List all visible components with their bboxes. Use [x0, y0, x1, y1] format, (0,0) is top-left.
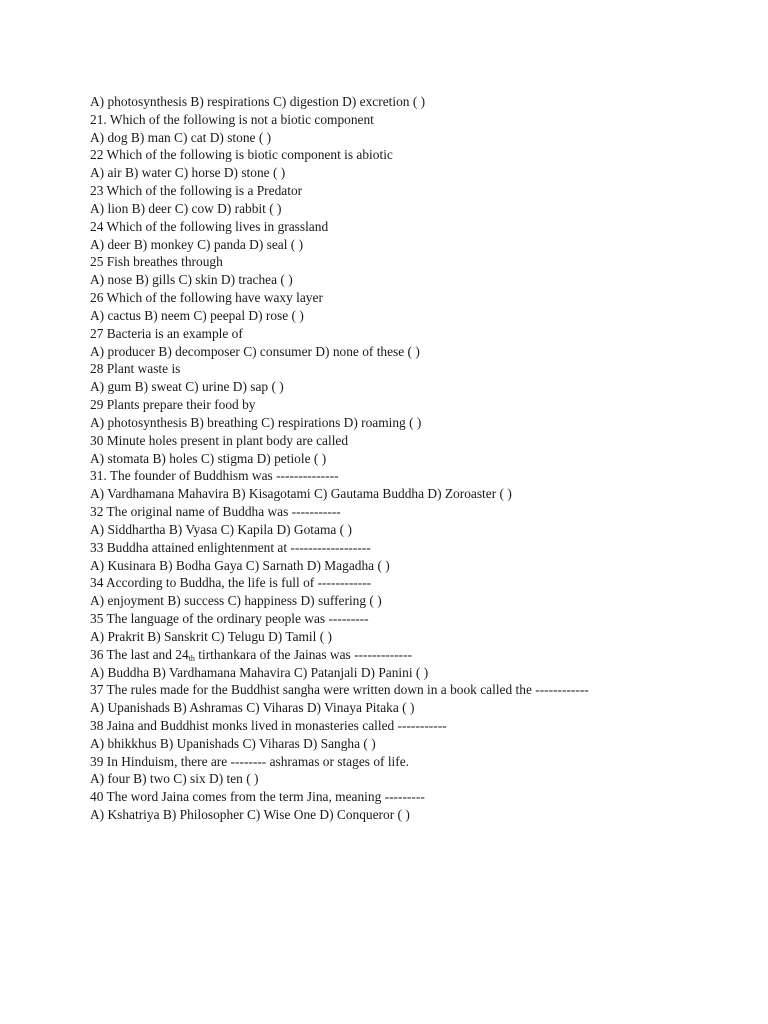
options-38: A) bhikkhus B) Upanishads C) Viharas D) Sangha ( ) — [90, 735, 376, 751]
options-40: A) Kshatriya B) Philosopher C) Wise One D) Conqueror ( ) — [90, 807, 410, 823]
options-32: A) Siddhartha B) Vyasa C) Kapila D) Gotama ( ) — [90, 521, 352, 537]
options-35: A) Prakrit B) Sanskrit C) Telugu D) Tamil ( ) — [90, 628, 332, 644]
question-24: 24 Which of the following lives in grassland — [90, 218, 329, 234]
options-28: A) gum B) sweat C) urine D) sap ( ) — [90, 379, 284, 395]
question-27: 27 Bacteria is an example of — [90, 325, 243, 341]
question-39: 39 In Hinduism, there are -------- ashramas or stages of life. — [90, 753, 410, 769]
options-23: A) lion B) deer C) cow D) rabbit ( ) — [90, 200, 282, 216]
question-38: 38 Jaina and Buddhist monks lived in monasteries called ----------- — [90, 717, 447, 733]
question-26: 26 Which of the following have waxy layer — [90, 290, 323, 306]
options-30: A) stomata B) holes C) stigma D) petiole ( ) — [90, 450, 327, 466]
options-36: A) Buddha B) Vardhamana Mahavira C) Patanjali D) Panini ( ) — [90, 664, 429, 680]
question-40: 40 The word Jaina comes from the term Jina, meaning --------- — [90, 789, 425, 805]
question-36 — [90, 646, 760, 664]
options-25: A) nose B) gills C) skin D) trachea ( ) — [90, 272, 293, 288]
question-21: 21. Which of the following is not a biotic component — [90, 111, 374, 127]
options-21: A) dog B) man C) cat D) stone ( ) — [90, 129, 272, 145]
question-37: 37 The rules made for the Buddhist sangha were written down in a book called the ------------ — [90, 682, 589, 698]
options-39: A) four B) two C) six D) ten ( ) — [90, 771, 259, 787]
question-32: 32 The original name of Buddha was ----------- — [90, 504, 341, 520]
options-33: A) Kusinara B) Bodha Gaya C) Sarnath D) Magadha ( ) — [90, 557, 390, 573]
question-36-text: 36 The last and 24 — [90, 646, 189, 662]
question-29: 29 Plants prepare their food by — [90, 397, 256, 413]
question-22: 22 Which of the following is biotic component is abiotic — [90, 147, 393, 163]
options-37: A) Upanishads B) Ashramas C) Viharas D) Vinaya Pitaka ( ) — [90, 700, 415, 716]
worksheet-text — [90, 93, 760, 824]
options-24: A) deer B) monkey C) panda D) seal ( ) — [90, 236, 304, 252]
options-26: A) cactus B) neem C) peepal D) rose ( ) — [90, 307, 304, 323]
options-34: A) enjoyment B) success C) happiness D) suffering ( ) — [90, 593, 382, 609]
question-34: 34 According to Buddha, the life is full of ------------ — [90, 575, 372, 591]
question-28: 28 Plant waste is — [90, 361, 181, 377]
question-30: 30 Minute holes present in plant body are called — [90, 432, 349, 448]
question-31: 31. The founder of Buddhism was -------------- — [90, 468, 339, 484]
question-36-text-rest: tirthankara of the Jainas was ------------- — [194, 646, 413, 662]
options-27: A) producer B) decomposer C) consumer D) none of these ( ) — [90, 343, 420, 359]
options-29: A) photosynthesis B) breathing C) respirations D) roaming ( ) — [90, 414, 422, 430]
ordinal-suffix: th — [188, 653, 195, 663]
question-25: 25 Fish breathes through — [90, 254, 223, 270]
options-31: A) Vardhamana Mahavira B) Kisagotami C) Gautama Buddha D) Zoroaster ( ) — [90, 486, 512, 502]
question-33: 33 Buddha attained enlightenment at ------------------ — [90, 539, 371, 555]
question-23: 23 Which of the following is a Predator — [90, 183, 303, 199]
question-35: 35 The language of the ordinary people was --------- — [90, 611, 369, 627]
options-22: A) air B) water C) horse D) stone ( ) — [90, 165, 286, 181]
text-line: A) photosynthesis B) respirations C) digestion D) excretion ( ) — [90, 94, 426, 109]
